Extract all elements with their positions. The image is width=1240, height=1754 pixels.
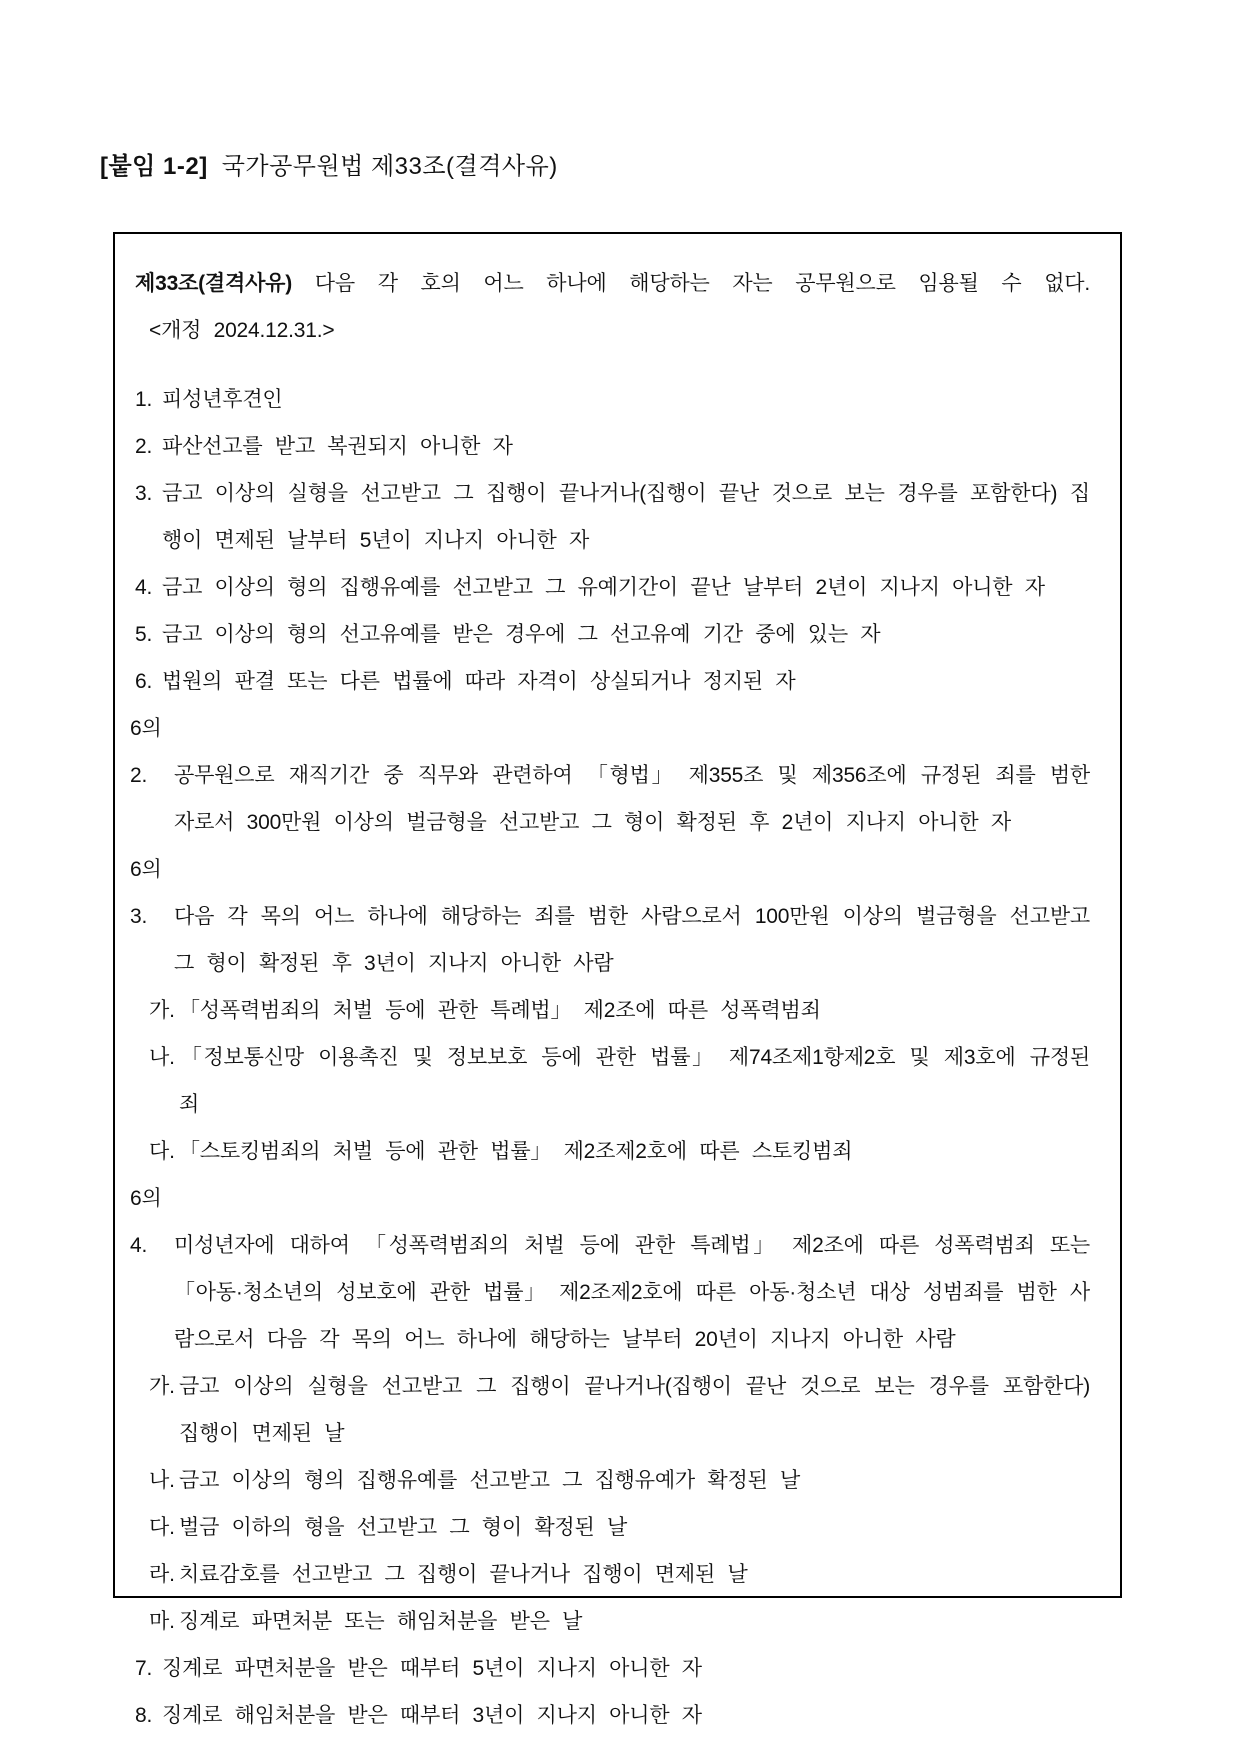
attachment-header	[100, 146, 558, 181]
revision-note: <개정 2024.12.31.>	[149, 319, 335, 342]
item-number: 라.	[149, 1563, 175, 1586]
item-number: 3.	[135, 482, 153, 505]
item-text: 징계로 파면처분 또는 해임처분을 받은 날	[179, 1610, 583, 1633]
item-number: 1.	[135, 388, 153, 411]
item-number: 다.	[149, 1516, 175, 1539]
item-number: 나.	[149, 1046, 175, 1069]
item-number: 5.	[135, 623, 153, 646]
item-text: 금고 이상의 형의 집행유예를 선고받고 그 유예기간이 끝난 날부터 2년이 지나지 아니한 자	[162, 576, 1045, 599]
item-text: 금고 이상의 실형을 선고받고 그 집행이 끝나거나(집행이 끝난 것으로 보는 경우를 포함한다) 집행이 면제된 날부터 5년이 지나지 아니한 자	[162, 482, 1090, 552]
law-item-4	[115, 564, 1090, 611]
law-subitem-6-4-na	[115, 1457, 1090, 1504]
item-text: 금고 이상의 형의 선고유예를 받은 경우에 그 선고유예 기간 중에 있는 자	[162, 623, 881, 646]
item-number: 6의3.	[130, 858, 162, 928]
item-text: 치료감호를 선고받고 그 집행이 끝나거나 집행이 면제된 날	[179, 1563, 748, 1586]
item-number: 6의2.	[130, 717, 162, 787]
item-text: 벌금 이하의 형을 선고받고 그 형이 확정된 날	[179, 1516, 628, 1539]
item-number: 나.	[149, 1469, 175, 1492]
law-subitem-6-4-da	[115, 1504, 1090, 1551]
item-number: 가.	[149, 1375, 175, 1398]
law-item-5	[115, 611, 1090, 658]
item-number: 가.	[149, 999, 175, 1022]
item-text: 파산선고를 받고 복권되지 아니한 자	[162, 435, 513, 458]
item-text: 피성년후견인	[162, 388, 283, 411]
law-subitem-6-3-na	[115, 1034, 1090, 1128]
article-box	[113, 232, 1122, 1727]
law-item-7	[115, 1645, 1090, 1692]
item-text: 미성년자에 대하여 「성폭력범죄의 처벌 등에 관한 특례법」 제2조에 따른 성폭력범죄 또는 「아동·청소년의 성보호에 관한 법률」 제2조제2호에 따른 아동·청소년 대상 성범죄를 범한 사람으로서 다음 각 목의 어느 하나에 해당하는 날부터 20년이 지나지 아니한 사람	[174, 1234, 1090, 1351]
law-subitem-6-4-ma	[115, 1598, 1090, 1645]
law-subitem-6-3-ga	[115, 987, 1090, 1034]
law-item-6	[115, 658, 1090, 705]
item-text: 다음 각 목의 어느 하나에 해당하는 죄를 범한 사람으로서 100만원 이상의 벌금형을 선고받고 그 형이 확정된 후 3년이 지나지 아니한 사람	[174, 905, 1090, 975]
article-heading: 제33조(결격사유)	[135, 272, 293, 295]
item-text: 징계로 파면처분을 받은 때부터 5년이 지나지 아니한 자	[162, 1657, 702, 1680]
law-subitem-6-4-ra	[115, 1551, 1090, 1598]
item-number: 4.	[135, 576, 153, 599]
law-subitem-6-3-da	[115, 1128, 1090, 1175]
law-item-8	[115, 1692, 1090, 1739]
item-text: 금고 이상의 형의 집행유예를 선고받고 그 집행유예가 확정된 날	[179, 1469, 801, 1492]
item-number: 6.	[135, 670, 153, 693]
item-text: 법원의 판결 또는 다른 법률에 따라 자격이 상실되거나 정지된 자	[162, 670, 796, 693]
law-subitem-6-4-ga	[115, 1363, 1090, 1457]
item-text: 「스토킹범죄의 처벌 등에 관한 법률」 제2조제2호에 따른 스토킹범죄	[179, 1140, 853, 1163]
item-number: 7.	[135, 1657, 153, 1680]
law-item-6-3	[115, 846, 1090, 987]
law-item-2	[115, 423, 1090, 470]
article-intro-text: 다음 각 호의 어느 하나에 해당하는 자는 공무원으로 임용될 수 없다.	[314, 272, 1091, 295]
article-intro	[115, 260, 1090, 307]
attachment-tag: [붙임 1-2]	[100, 153, 208, 180]
item-text: 공무원으로 재직기간 중 직무와 관련하여 「형법」 제355조 및 제356조에 규정된 죄를 범한 자로서 300만원 이상의 벌금형을 선고받고 그 형이 확정된 후 2년이 지나지 아니한 자	[174, 764, 1090, 834]
item-text: 「성폭력범죄의 처벌 등에 관한 특례법」 제2조에 따른 성폭력범죄	[179, 999, 821, 1022]
item-number: 2.	[135, 435, 153, 458]
item-number: 마.	[149, 1610, 175, 1633]
law-item-6-2	[115, 705, 1090, 846]
item-text: 「정보통신망 이용촉진 및 정보보호 등에 관한 법률」 제74조제1항제2호 및 제3호에 규정된 죄	[179, 1046, 1090, 1116]
law-item-3	[115, 470, 1090, 564]
law-item-1	[115, 376, 1090, 423]
item-number: 6의4.	[130, 1187, 162, 1257]
attachment-title: 국가공무원법 제33조(결격사유)	[221, 153, 558, 180]
item-text: 금고 이상의 실형을 선고받고 그 집행이 끝나거나(집행이 끝난 것으로 보는 경우를 포함한다) 집행이 면제된 날	[179, 1375, 1090, 1445]
item-text: 징계로 해임처분을 받은 때부터 3년이 지나지 아니한 자	[162, 1704, 702, 1727]
law-item-6-4	[115, 1175, 1090, 1363]
item-number: 다.	[149, 1140, 175, 1163]
item-number: 8.	[135, 1704, 153, 1727]
